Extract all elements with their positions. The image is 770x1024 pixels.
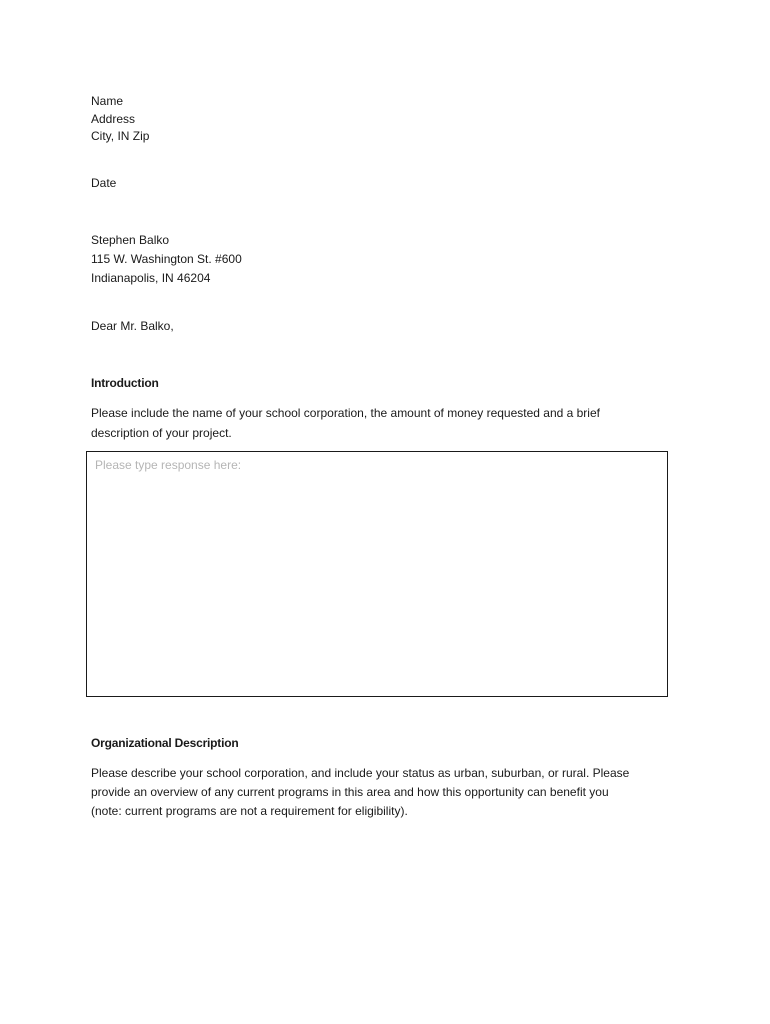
recipient-address-block (91, 231, 242, 288)
introduction-instructions (91, 404, 671, 443)
sender-address: Address (91, 111, 136, 126)
introduction-instruction-line: description of your project. (91, 425, 232, 440)
sender-address-block (91, 93, 149, 146)
sender-name: Name (91, 94, 124, 108)
salutation-text: Dear Mr. Balko, (91, 319, 174, 333)
date-text: Date (91, 176, 117, 190)
introduction-response-box[interactable] (86, 451, 668, 697)
organizational-instruction-line: Please describe your school corporation, and include your status as urban, suburban, or rural. Please (91, 766, 630, 780)
organizational-description-heading: Organizational Description (91, 736, 239, 750)
organizational-instruction-line: (note: current programs are not a requirement for eligibility). (91, 804, 408, 818)
letter-date (91, 174, 116, 192)
introduction-heading: Introduction (91, 376, 159, 390)
recipient-name: Stephen Balko (91, 233, 170, 247)
introduction-instruction-line: Please include the name of your school corporation, the amount of money requested and a brief (91, 406, 600, 420)
salutation (91, 317, 174, 335)
organizational-instruction-line: provide an overview of any current programs in this area and how this opportunity can benefit you (91, 785, 609, 799)
recipient-city-state-zip: Indianapolis, IN 46204 (91, 271, 211, 285)
introduction-response-input[interactable] (87, 452, 667, 696)
recipient-street: 115 W. Washington St. #600 (91, 252, 242, 266)
sender-city-state-zip: City, IN Zip (91, 129, 150, 143)
organizational-description-instructions (91, 764, 671, 821)
